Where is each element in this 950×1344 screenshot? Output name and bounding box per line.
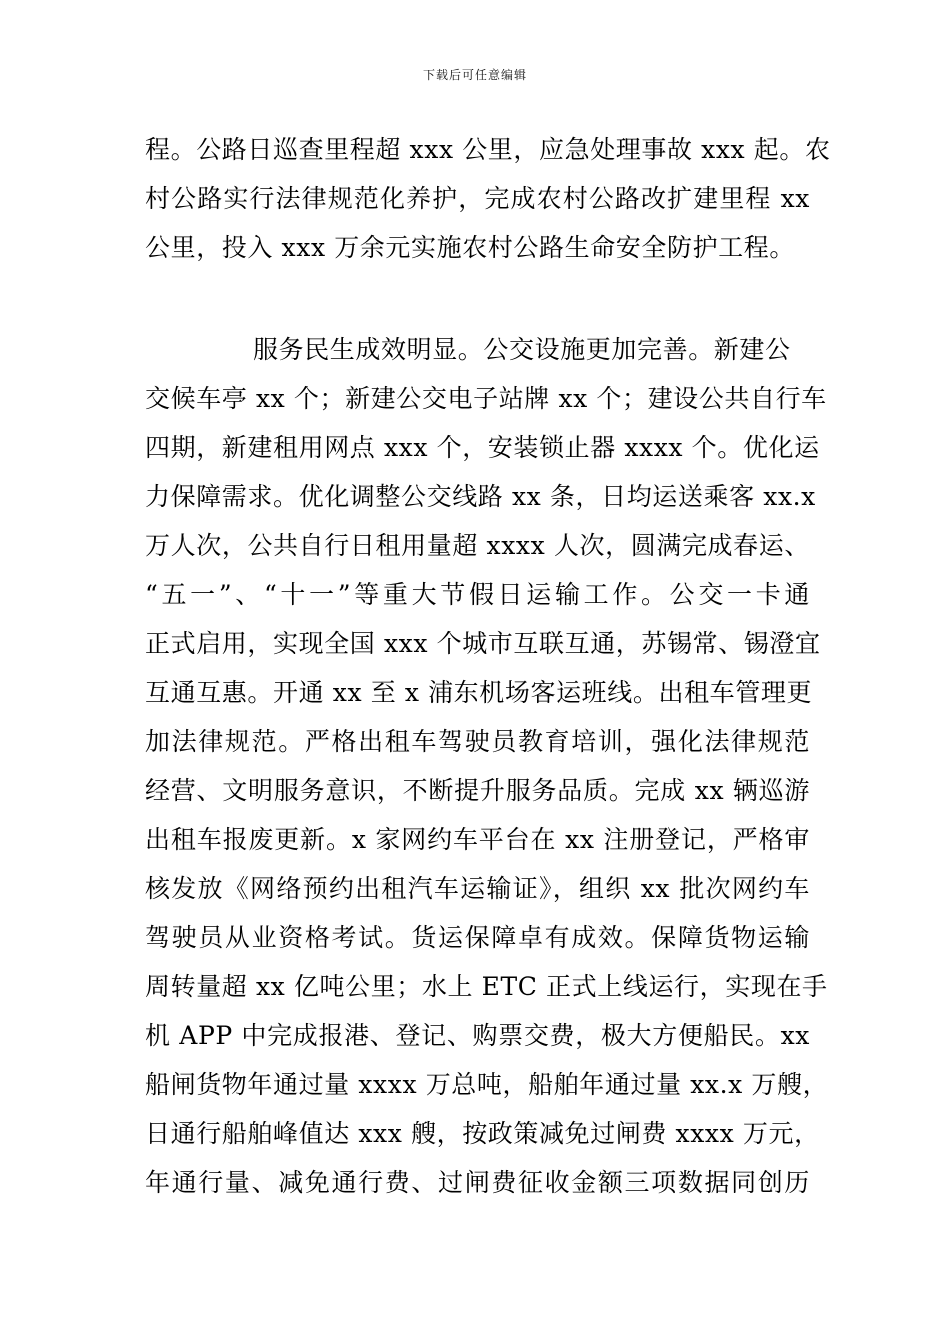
text-line: 经营、文明服务意识，不断提升服务品质。完成 xx 辆巡游 — [145, 776, 810, 805]
text-line: 村公路实行法律规范化养护，完成农村公路改扩建里程 xx — [145, 184, 810, 213]
paragraph-road-maintenance — [145, 125, 831, 272]
text-line: 日通行船舶峰值达 xxx 艘，按政策减免过闸费 xxxx 万元， — [145, 1119, 820, 1148]
text-line-indented: 服务民生成效明显。公交设施更加完善。新建公 — [253, 335, 791, 364]
text-line: 四期，新建租用网点 xxx 个，安装锁止器 xxxx 个。优化运 — [145, 433, 820, 462]
text-line: 出租车报废更新。x 家网约车平台在 xx 注册登记，严格审 — [145, 825, 810, 854]
text-line: 公里，投入 xxx 万余元实施农村公路生命安全防护工程。 — [145, 233, 795, 262]
text-line: 年通行量、减免通行费、过闸费征收金额三项数据同创历 — [145, 1168, 810, 1197]
text-line: 周转量超 xx 亿吨公里；水上 ETC 正式上线运行，实现在手 — [145, 972, 828, 1001]
text-line: 机 APP 中完成报港、登记、购票交费，极大方便船民。xx — [145, 1021, 810, 1050]
text-line: 交候车亭 xx 个；新建公交电子站牌 xx 个；建设公共自行车 — [145, 384, 827, 413]
text-line: 加法律规范。严格出租车驾驶员教育培训，强化法律规范 — [145, 727, 810, 756]
text-line: 船闸货物年通过量 xxxx 万总吨，船舶年通过量 xx.x 万艘， — [145, 1070, 829, 1099]
text-line: 万人次，公共自行日租用量超 xxxx 人次，圆满完成春运、 — [145, 531, 810, 560]
text-line: 程。公路日巡查里程超 xxx 公里，应急处理事故 xxx 起。农 — [145, 135, 831, 164]
text-line: 正式启用，实现全国 xxx 个城市互联互通，苏锡常、锡澄宜 — [145, 629, 821, 658]
page-header-note: 下载后可任意编辑 — [422, 68, 527, 82]
text-line: 驾驶员从业资格考试。货运保障卓有成效。保障货物运输 — [145, 923, 810, 952]
text-line: 互通互惠。开通 xx 至 x 浦东机场客运班线。出租车管理更 — [145, 678, 813, 707]
paragraph-public-services — [145, 325, 829, 1207]
text-line: “五一”、“十一”等重大节假日运输工作。公交一卡通 — [145, 580, 810, 609]
text-line: 核发放《网络预约出租汽车运输证》，组织 xx 批次网约车 — [145, 874, 810, 903]
text-line: 力保障需求。优化调整公交线路 xx 条，日均运送乘客 xx.x — [145, 482, 816, 511]
